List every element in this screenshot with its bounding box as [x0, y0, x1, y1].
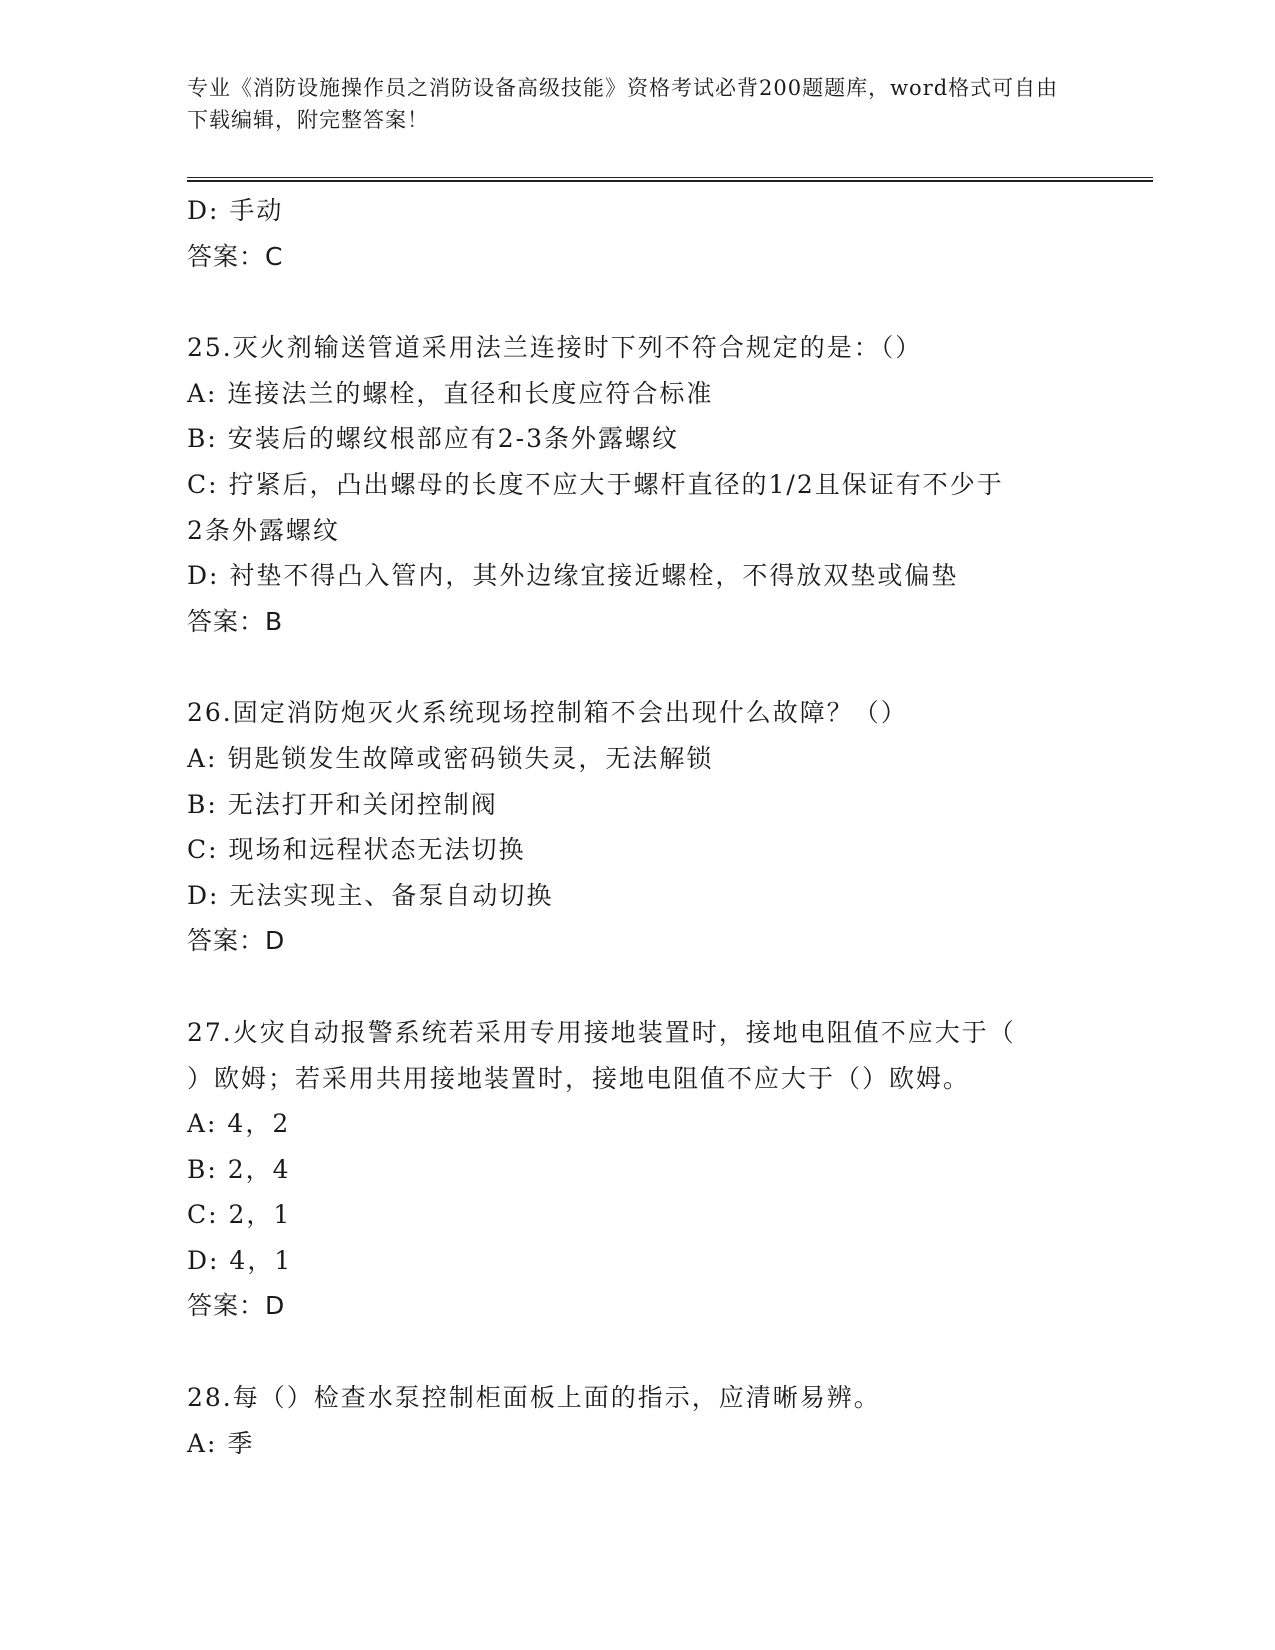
option-d: D: 衬垫不得凸入管内，其外边缘宜接近螺栓，不得放双垫或偏垫: [187, 561, 959, 591]
option-a: A: 钥匙锁发生故障或密码锁失灵，无法解锁: [187, 743, 714, 773]
option-c: C: 拧紧后，凸出螺母的长度不应大于螺杆直径的1/2且保证有不少于: [187, 469, 1004, 499]
option-a: A: 4，2: [187, 1109, 291, 1139]
answer: 答案：B: [187, 606, 284, 636]
question-25: [187, 325, 1087, 644]
option-c: C: 现场和远程状态无法切换: [187, 835, 526, 865]
option-c-continued: 2条外露螺纹: [187, 515, 340, 545]
answer: 答案：D: [187, 926, 286, 956]
prev-option-d: D: 手动: [187, 196, 284, 225]
question-stem: 26.固定消防炮灭火系统现场控制箱不会出现什么故障？（）: [187, 698, 908, 728]
option-a: A: 季: [187, 1428, 255, 1458]
answer: 答案：D: [187, 1291, 286, 1321]
question-stem-line-2: ）欧姆；若采用共用接地装置时，接地电阻值不应大于（）欧姆。: [187, 1063, 971, 1093]
header-rule: [187, 177, 1153, 182]
question-stem: 25.灭火剂输送管道采用法兰连接时下列不符合规定的是：（）: [187, 333, 923, 363]
option-d: D: 4，1: [187, 1245, 293, 1275]
option-c: C: 2，1: [187, 1200, 292, 1230]
question-26: [187, 690, 1087, 964]
option-a: A: 连接法兰的螺栓，直径和长度应符合标准: [187, 378, 714, 408]
question-stem-line-1: 27.火灾自动报警系统若采用专用接地装置时，接地电阻值不应大于（: [187, 1017, 1016, 1047]
option-b: B: 无法打开和关闭控制阀: [187, 789, 498, 819]
document-body: [187, 188, 1087, 1466]
question-27: [187, 1010, 1087, 1329]
option-b: B: 2，4: [187, 1154, 291, 1184]
question-stem: 28.每（）检查水泵控制柜面板上面的指示，应清晰易辨。: [187, 1383, 881, 1413]
prev-answer: 答案：C: [187, 241, 284, 271]
option-b: B: 安装后的螺纹根部应有2-3条外露螺纹: [187, 424, 680, 454]
option-d: D: 无法实现主、备泵自动切换: [187, 880, 554, 910]
document-header: 专业《消防设施操作员之消防设备高级技能》资格考试必背200题题库，word格式可自由下载编辑，附完整答案！: [187, 76, 1059, 132]
question-28: [187, 1375, 1087, 1466]
